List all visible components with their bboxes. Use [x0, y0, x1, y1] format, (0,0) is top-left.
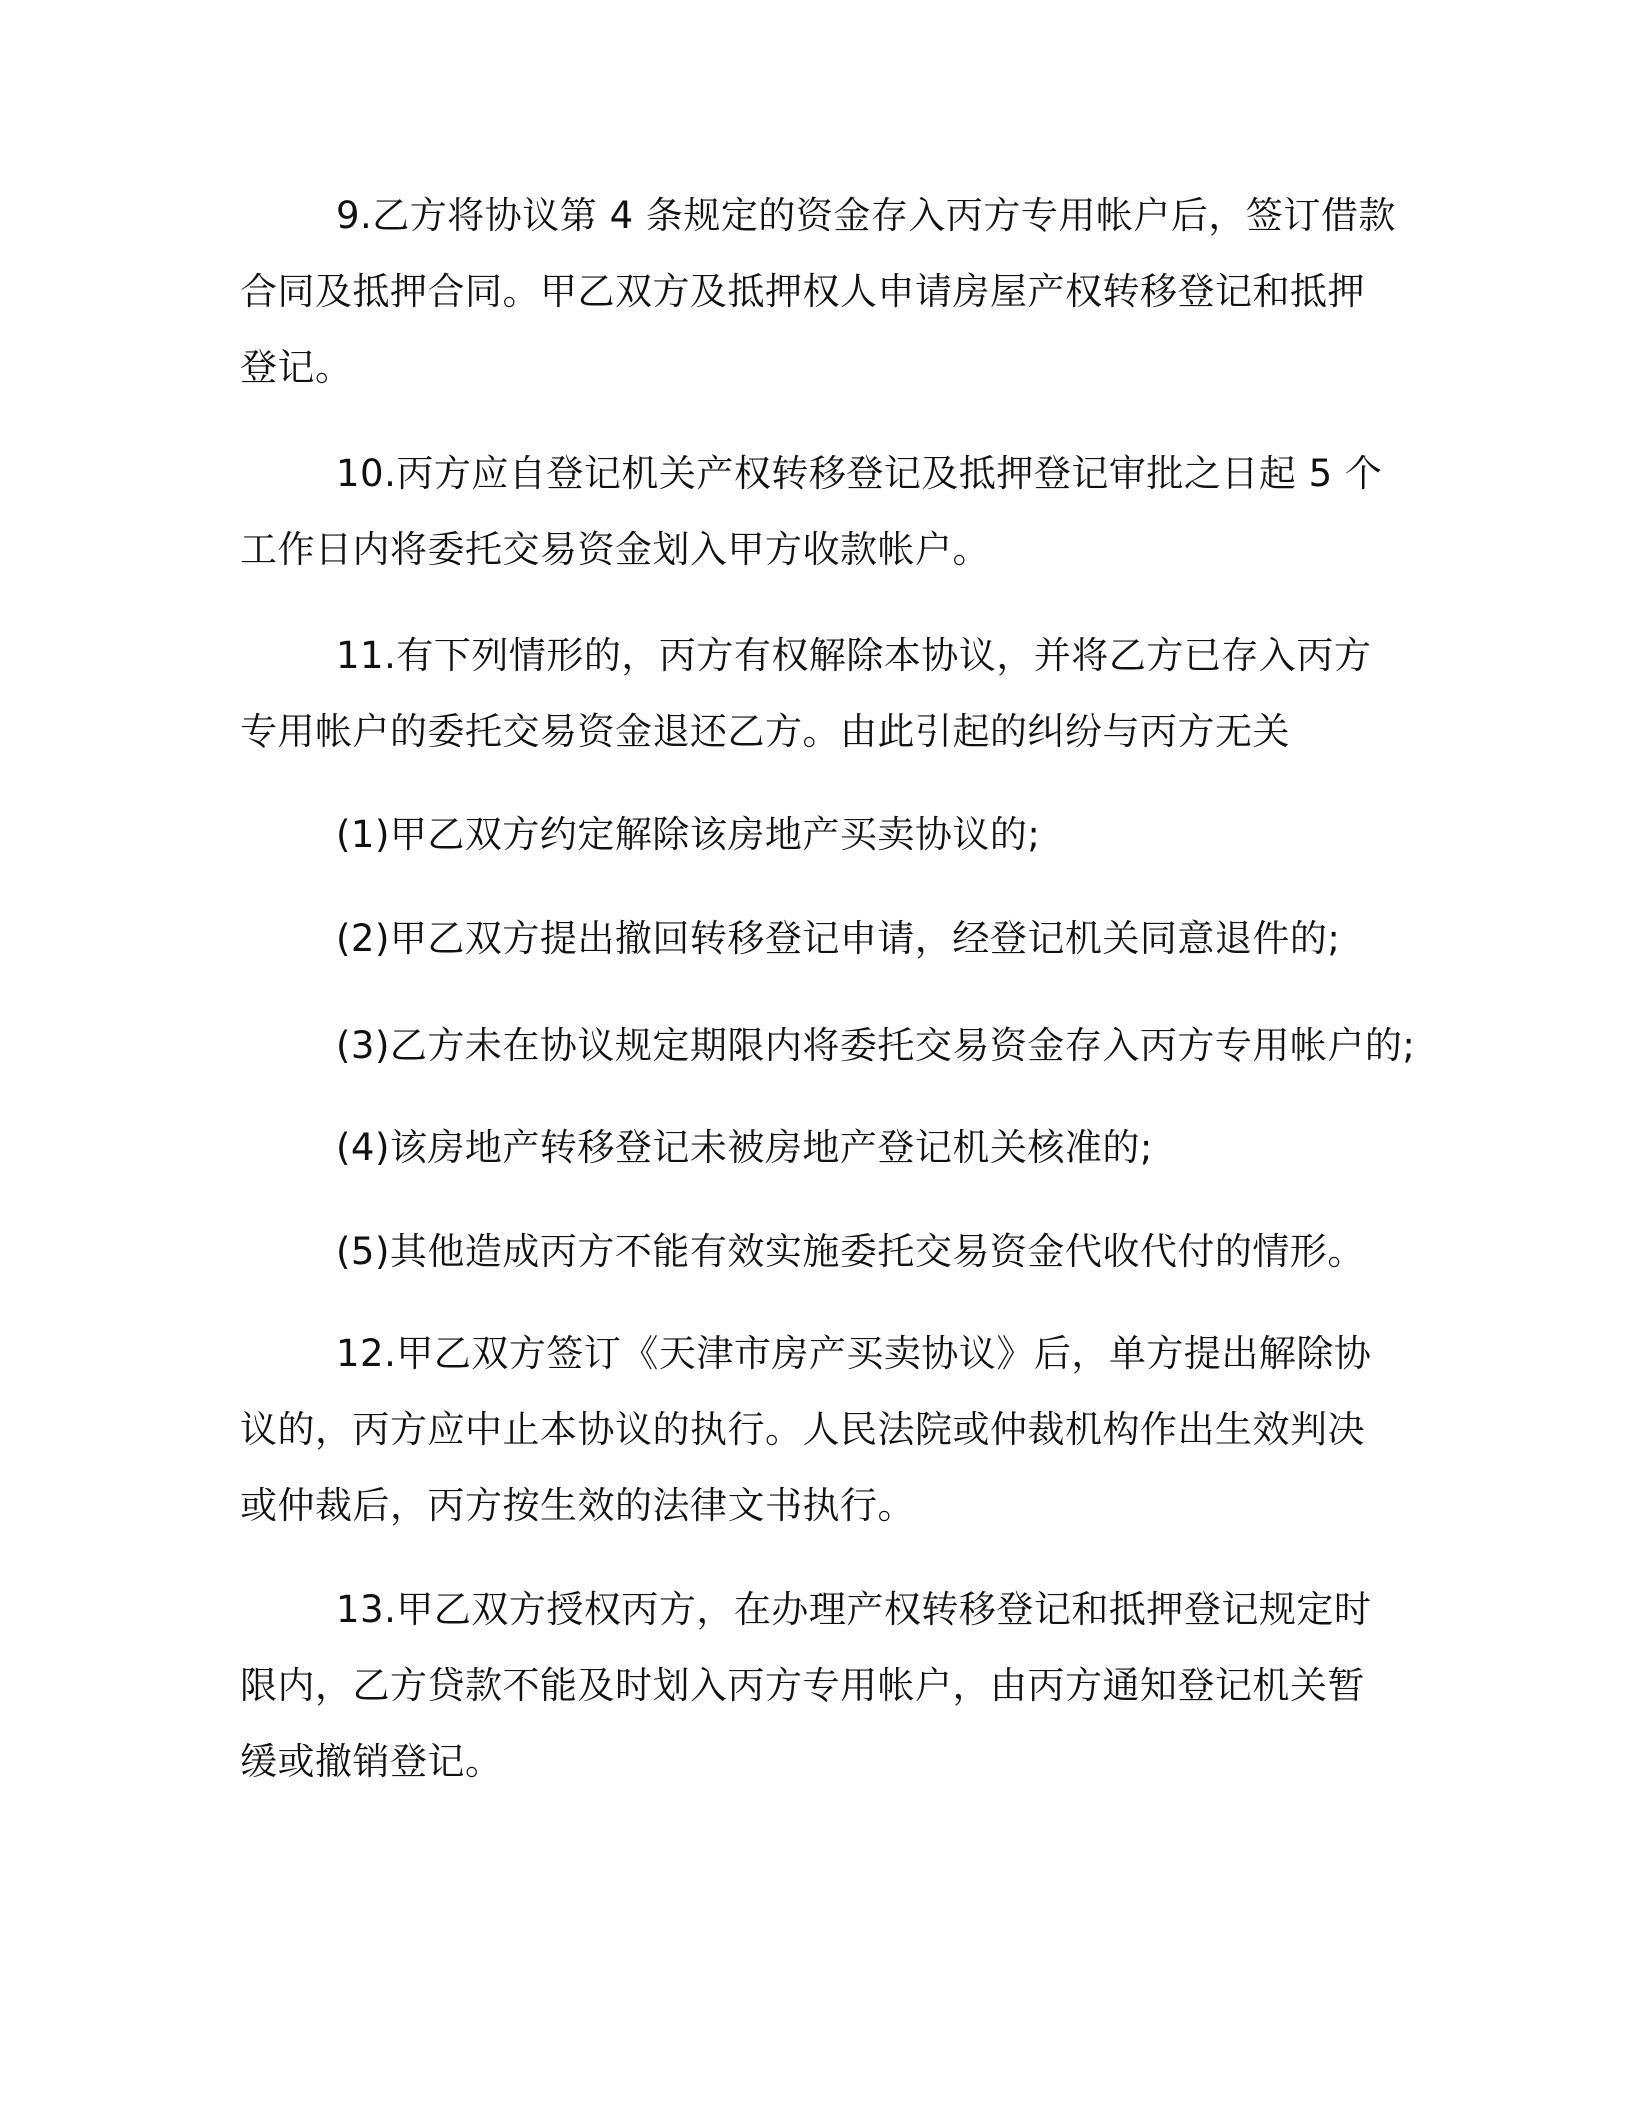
clause-13-line-2: 限内，乙方贷款不能及时划入丙方专用帐户，由丙方通知登记机关暂 [240, 1664, 1365, 1707]
clause-13-line-3: 缓或撤销登记。 [240, 1740, 503, 1783]
clause-10-line-1: 10.丙方应自登记机关产权转移登记及抵押登记审批之日起 5 个 [336, 452, 1383, 495]
clause-11-item-2: (2)甲乙双方提出撤回转移登记申请，经登记机关同意退件的; [336, 917, 1341, 960]
clause-9-line-2: 合同及抵押合同。甲乙双方及抵押权人申请房屋产权转移登记和抵押 [240, 270, 1365, 313]
clause-11 [240, 618, 1390, 770]
clause-11-line-1: 11.有下列情形的，丙方有权解除本协议，并将乙方已存入丙方 [336, 634, 1372, 677]
clause-11-line-2: 专用帐户的委托交易资金退还乙方。由此引起的纠纷与丙方无关 [240, 710, 1290, 753]
clause-9-line-1: 9.乙方将协议第 4 条规定的资金存入丙方专用帐户后，签订借款 [336, 194, 1396, 237]
clause-11-item-4: (4)该房地产转移登记未被房地产登记机关核准的; [336, 1126, 1153, 1169]
clause-9-line-3: 登记。 [240, 346, 353, 389]
clause-13-line-1: 13.甲乙双方授权丙方，在办理产权转移登记和抵押登记规定时 [336, 1588, 1372, 1631]
clause-11-item-1: (1)甲乙双方约定解除该房地产买卖协议的; [336, 813, 1041, 856]
clause-9 [240, 178, 1396, 406]
clause-10 [240, 436, 1390, 588]
clause-12-line-2: 议的，丙方应中止本协议的执行。人民法院或仲裁机构作出生效判决 [240, 1408, 1365, 1451]
clause-12-line-1: 12.甲乙双方签订《天津市房产买卖协议》后，单方提出解除协 [336, 1332, 1372, 1375]
clause-13 [240, 1572, 1390, 1800]
clause-11-item-3: (3)乙方未在协议规定期限内将委托交易资金存入丙方专用帐户的; [336, 1024, 1416, 1067]
clause-10-line-2: 工作日内将委托交易资金划入甲方收款帐户。 [240, 528, 990, 571]
clause-11-item-5: (5)其他造成丙方不能有效实施委托交易资金代收代付的情形。 [336, 1230, 1365, 1273]
clause-12-line-3: 或仲裁后，丙方按生效的法律文书执行。 [240, 1484, 915, 1527]
clause-12 [240, 1316, 1390, 1544]
